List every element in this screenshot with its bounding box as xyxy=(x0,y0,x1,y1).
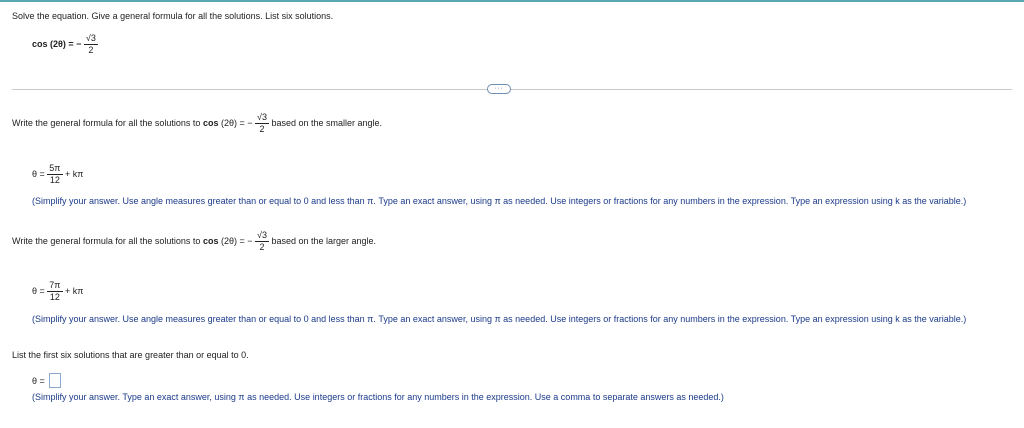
part1-fraction xyxy=(255,113,269,134)
given-equation xyxy=(32,34,98,55)
part1-answer-den: 12 xyxy=(49,175,60,185)
part1-prompt xyxy=(12,113,382,134)
solutions-input[interactable] xyxy=(49,373,61,388)
part1-numerator: √3 xyxy=(257,112,267,122)
part2-prompt-fn: cos xyxy=(202,235,219,246)
part2-answer-den: 12 xyxy=(49,292,60,302)
part1-theta: θ = xyxy=(32,168,45,179)
instructions-text: Solve the equation. Give a general formula for all the solutions. List six solutions. xyxy=(12,11,334,21)
section-divider xyxy=(12,89,1012,90)
part1-answer xyxy=(32,164,83,185)
part2-theta: θ = xyxy=(32,285,45,296)
part2-denominator: 2 xyxy=(259,242,265,252)
part2-numerator: √3 xyxy=(257,230,267,240)
part1-answer-plus: + kπ xyxy=(65,168,84,179)
part2-answer-num: 7π xyxy=(49,280,61,290)
part2-answer xyxy=(32,281,83,302)
part2-prompt xyxy=(12,231,376,252)
fraction-denominator: 2 xyxy=(88,45,94,55)
top-accent-line xyxy=(0,0,1024,2)
part2-prompt-arg: (2θ) = − xyxy=(218,235,253,246)
part2-answer-plus: + kπ xyxy=(65,285,84,296)
part2-fraction xyxy=(255,231,269,252)
part1-prompt-arg: (2θ) = − xyxy=(218,117,253,128)
part3-theta: θ = xyxy=(32,376,45,386)
fraction-numerator xyxy=(84,34,98,45)
part2-help-text: (Simplify your answer. Use angle measures greater than or equal to 0 and less than π. Type an exact answer, using π as needed. Use integers or fractions for any numbers in the expression. Type an expression using k as the variable.) xyxy=(32,314,967,324)
part1-help-text: (Simplify your answer. Use angle measures greater than or equal to 0 and less than π. Type an exact answer, using π as needed. Use integers or fractions for any numbers in the expression. Type an expression using k as the variable.) xyxy=(32,196,967,206)
part1-answer-num: 5π xyxy=(49,163,61,173)
part3-prompt: List the first six solutions that are greater than or equal to 0. xyxy=(12,350,249,360)
part1-prompt-text: Write the general formula for all the solutions to xyxy=(12,117,203,128)
part2-answer-fraction xyxy=(47,281,62,302)
part1-prompt-fn: cos xyxy=(202,117,219,128)
equation-lhs: cos (2θ) = − xyxy=(32,38,82,49)
more-options-button[interactable]: ··· xyxy=(487,84,511,94)
equation-fraction xyxy=(84,34,98,55)
part1-denominator: 2 xyxy=(259,124,265,134)
part1-suffix: based on the smaller angle. xyxy=(271,117,383,128)
part2-prompt-text: Write the general formula for all the solutions to xyxy=(12,235,203,246)
part3-help-text: (Simplify your answer. Type an exact answer, using π as needed. Use integers or fractions for any numbers in the expression. Use a comma to separate answers as needed.) xyxy=(32,392,724,402)
part1-answer-fraction xyxy=(47,164,62,185)
part2-suffix: based on the larger angle. xyxy=(271,235,377,246)
sqrt-3: √3 xyxy=(85,33,96,43)
